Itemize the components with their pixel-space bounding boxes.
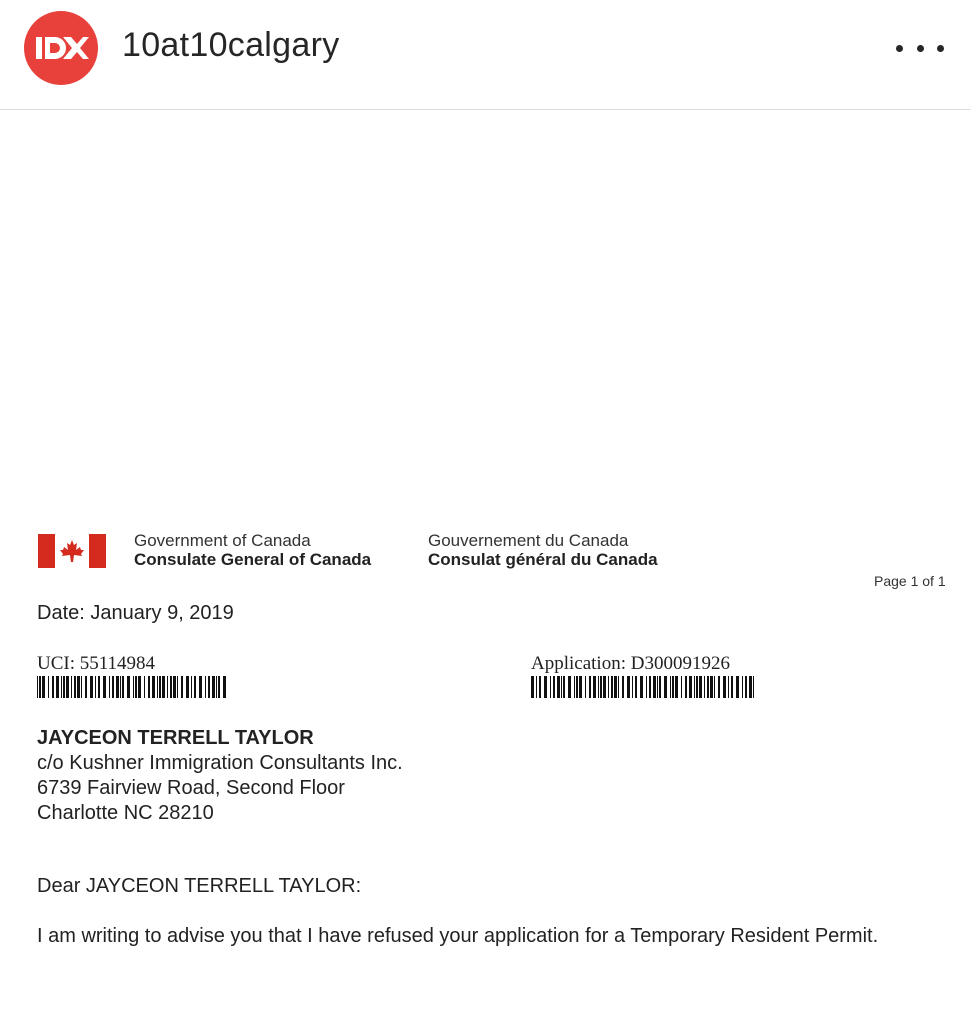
post-image-letter	[0, 110, 971, 1024]
barcode-bar	[61, 676, 62, 698]
barcode-bar	[611, 676, 613, 698]
barcode-bar	[536, 676, 537, 698]
barcode-bar	[81, 676, 82, 698]
barcode-bar	[659, 676, 661, 698]
barcode-bar	[632, 676, 633, 698]
government-fr	[428, 531, 658, 569]
barcode-bar	[116, 676, 119, 698]
barcode-bar	[133, 676, 134, 698]
barcode-bar	[553, 676, 555, 698]
barcode-bar	[223, 676, 226, 698]
barcode-bar	[672, 676, 674, 698]
barcode-bar	[618, 676, 619, 698]
barcode-bar	[568, 676, 571, 698]
dot	[896, 45, 903, 52]
barcode-bar	[37, 676, 38, 698]
barcode-bar	[694, 676, 695, 698]
dot	[937, 45, 944, 52]
barcode-bar	[127, 676, 130, 698]
barcode-bar	[608, 676, 609, 698]
barcode-bar	[699, 676, 702, 698]
barcode-bar	[736, 676, 739, 698]
barcode-bar	[205, 676, 206, 698]
barcode-bar	[753, 676, 754, 698]
barcode-bar	[159, 676, 161, 698]
barcode-bar	[622, 676, 624, 698]
barcode-bar	[109, 676, 110, 698]
barcode-bar	[574, 676, 575, 698]
barcode-bar	[122, 676, 124, 698]
barcode-bar	[173, 676, 176, 698]
barcode-bar	[71, 676, 72, 698]
barcode-bar	[731, 676, 733, 698]
barcode-bar	[670, 676, 671, 698]
barcode-bar	[598, 676, 599, 698]
barcode-bar	[170, 676, 172, 698]
letter-date: Date: January 9, 2019	[37, 602, 234, 624]
barcode-bar	[48, 676, 49, 698]
barcode-bar	[186, 676, 189, 698]
gov-fr-line2: Consulat général du Canada	[428, 550, 658, 569]
barcode-bar	[208, 676, 210, 698]
barcode-bar	[216, 676, 217, 698]
barcode-bar	[653, 676, 656, 698]
barcode-bar	[218, 676, 220, 698]
barcode-bar	[539, 676, 541, 698]
barcode-bar	[640, 676, 643, 698]
post-username[interactable]: 10at10calgary	[122, 26, 340, 64]
barcode-bar	[191, 676, 192, 698]
dot	[917, 45, 924, 52]
more-options-icon[interactable]	[896, 38, 944, 58]
barcode-bar	[707, 676, 709, 698]
barcode-bar	[77, 676, 80, 698]
barcode-bar	[745, 676, 747, 698]
gov-en-line1: Government of Canada	[134, 531, 311, 550]
barcode-bar	[585, 676, 586, 698]
barcode-bar	[696, 676, 698, 698]
gov-en-line2: Consulate General of Canada	[134, 550, 372, 569]
government-en	[134, 531, 371, 569]
page-number: Page 1 of 1	[874, 573, 946, 589]
application-number: Application: D300091926	[531, 653, 730, 674]
barcode-bar	[162, 676, 165, 698]
profile-avatar[interactable]	[24, 11, 98, 85]
barcode-bar	[635, 676, 637, 698]
barcode-bar	[167, 676, 168, 698]
barcode-bar	[681, 676, 682, 698]
barcode-bar	[74, 676, 76, 698]
barcode-bar	[664, 676, 667, 698]
barcode-bar	[689, 676, 692, 698]
barcode-bar	[112, 676, 114, 698]
barcode-bar	[152, 676, 155, 698]
barcode-bar	[589, 676, 591, 698]
barcode-bar	[714, 676, 715, 698]
barcode-bar	[194, 676, 196, 698]
barcode-bar	[39, 676, 41, 698]
uci-barcode	[37, 676, 229, 698]
barcode-bar	[63, 676, 65, 698]
barcode-bar	[531, 676, 534, 698]
barcode-bar	[95, 676, 96, 698]
barcode-bar	[42, 676, 45, 698]
10x-logo-icon	[33, 31, 89, 65]
barcode-bar	[135, 676, 137, 698]
barcode-bar	[563, 676, 565, 698]
barcode-bar	[614, 676, 617, 698]
barcode-bar	[148, 676, 150, 698]
barcode-bar	[66, 676, 69, 698]
barcode-bar	[728, 676, 729, 698]
barcode-bar	[603, 676, 606, 698]
barcode-bar	[103, 676, 106, 698]
barcode-bar	[657, 676, 658, 698]
barcode-bar	[704, 676, 705, 698]
barcode-bar	[718, 676, 720, 698]
barcode-bar	[544, 676, 547, 698]
barcode-bar	[144, 676, 145, 698]
barcode-bar	[138, 676, 141, 698]
barcode-bar	[593, 676, 596, 698]
uci-number: UCI: 55114984	[37, 653, 156, 674]
barcode-bar	[199, 676, 202, 698]
barcode-bar	[181, 676, 183, 698]
address-line-3: Charlotte NC 28210	[37, 802, 214, 824]
barcode-bar	[85, 676, 87, 698]
barcode-bar	[675, 676, 678, 698]
barcode-bar	[723, 676, 726, 698]
barcode-bar	[627, 676, 630, 698]
address-line-2: 6739 Fairview Road, Second Floor	[37, 777, 345, 799]
barcode-bar	[177, 676, 178, 698]
salutation: Dear JAYCEON TERRELL TAYLOR:	[37, 875, 362, 897]
barcode-bar	[649, 676, 651, 698]
gov-fr-line1: Gouvernement du Canada	[428, 531, 629, 550]
barcode-bar	[710, 676, 713, 698]
barcode-bar	[579, 676, 582, 698]
barcode-bar	[600, 676, 602, 698]
recipient-address	[37, 726, 403, 826]
address-line-1: c/o Kushner Immigration Consultants Inc.	[37, 752, 403, 774]
recipient-name: JAYCEON TERRELL TAYLOR	[37, 727, 314, 749]
barcode-bar	[742, 676, 743, 698]
barcode-bar	[120, 676, 121, 698]
barcode-bar	[646, 676, 647, 698]
barcode-bar	[52, 676, 54, 698]
barcode-bar	[557, 676, 560, 698]
barcode-bar	[90, 676, 93, 698]
canada-flag-icon	[38, 534, 106, 568]
barcode-bar	[576, 676, 578, 698]
barcode-bar	[550, 676, 551, 698]
barcode-bar	[157, 676, 158, 698]
post-header	[0, 0, 971, 110]
barcode-bar	[749, 676, 752, 698]
application-barcode	[531, 676, 755, 698]
letter-body: I am writing to advise you that I have refused your application for a Temporary Resident Permit.	[37, 925, 879, 947]
barcode-bar	[56, 676, 59, 698]
barcode-bar	[561, 676, 562, 698]
barcode-bar	[212, 676, 215, 698]
barcode-bar	[98, 676, 100, 698]
barcode-bar	[685, 676, 687, 698]
